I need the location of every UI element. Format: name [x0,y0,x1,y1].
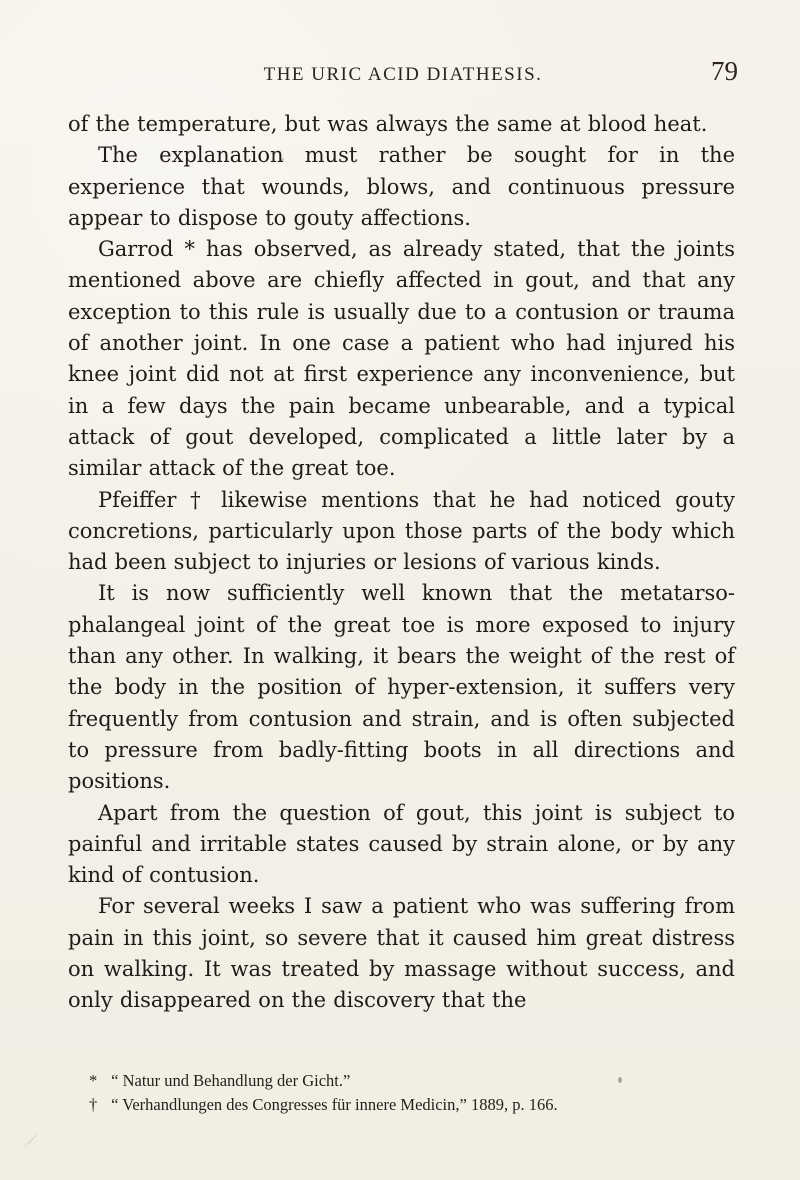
paragraph-3: Garrod * has observed, as already stated, that the joints mentioned above are chiefly affected in gout, and that any exception to this rule is usually due to a contusion or trauma of another joint. In one case a patient who had injured his knee joint did not at first experience any inconvenience, but in a few days the pain became unbearable, and a typical attack of gout developed, complicated a little later by a similar attack of the great toe. [68,237,735,481]
paragraph-5: It is now sufficiently well known that the metatarso-phalangeal joint of the great toe is more exposed to injury than any other. In walking, it bears the weight of the rest of the body in the position of hyper-extension, it suffers very frequently from contusion and strain, and is often subjected to pressure from badly-fitting boots in all directions and positions. [68,581,735,794]
paper-speck [281,158,284,161]
footnote-mark-2: † [89,1095,98,1114]
footnote-1 [89,1069,739,1093]
paper-crease [24,1134,38,1147]
footnote-text-2: “ Verhandlungen des Congresses für innere Medicin,” 1889, p. 166. [111,1095,558,1114]
paragraph-2: The explanation must rather be sought for in the experience that wounds, blows, and continuous pressure appear to dispose to gouty affections. [68,143,735,230]
footnote-2 [89,1093,739,1117]
paragraph-4: Pfeiffer † likewise mentions that he had noticed gouty concretions, particularly upon those parts of the body which had been subject to injuries or lesions of various kinds. [68,487,735,575]
running-head [68,56,738,96]
footnote-mark-1: * [89,1071,98,1090]
footnotes [89,1069,739,1117]
main-text [68,109,735,1017]
paragraph-1: of the temperature, but was always the same at blood heat. [68,112,708,136]
paragraph-7: For several weeks I saw a patient who was suffering from pain in this joint, so severe that it caused him great distress on walking. It was treated by massage without success, and only disappeared on the discovery that the [68,894,735,1013]
paper-speck [618,1077,622,1083]
running-title: THE URIC ACID DIATHESIS. [263,64,543,85]
footnote-text-1: “ Natur und Behandlung der Gicht.” [111,1071,351,1090]
page-number: 79 [711,56,738,86]
paragraph-6: Apart from the question of gout, this joint is subject to painful and irritable states caused by strain alone, or by any kind of contusion. [68,800,735,888]
